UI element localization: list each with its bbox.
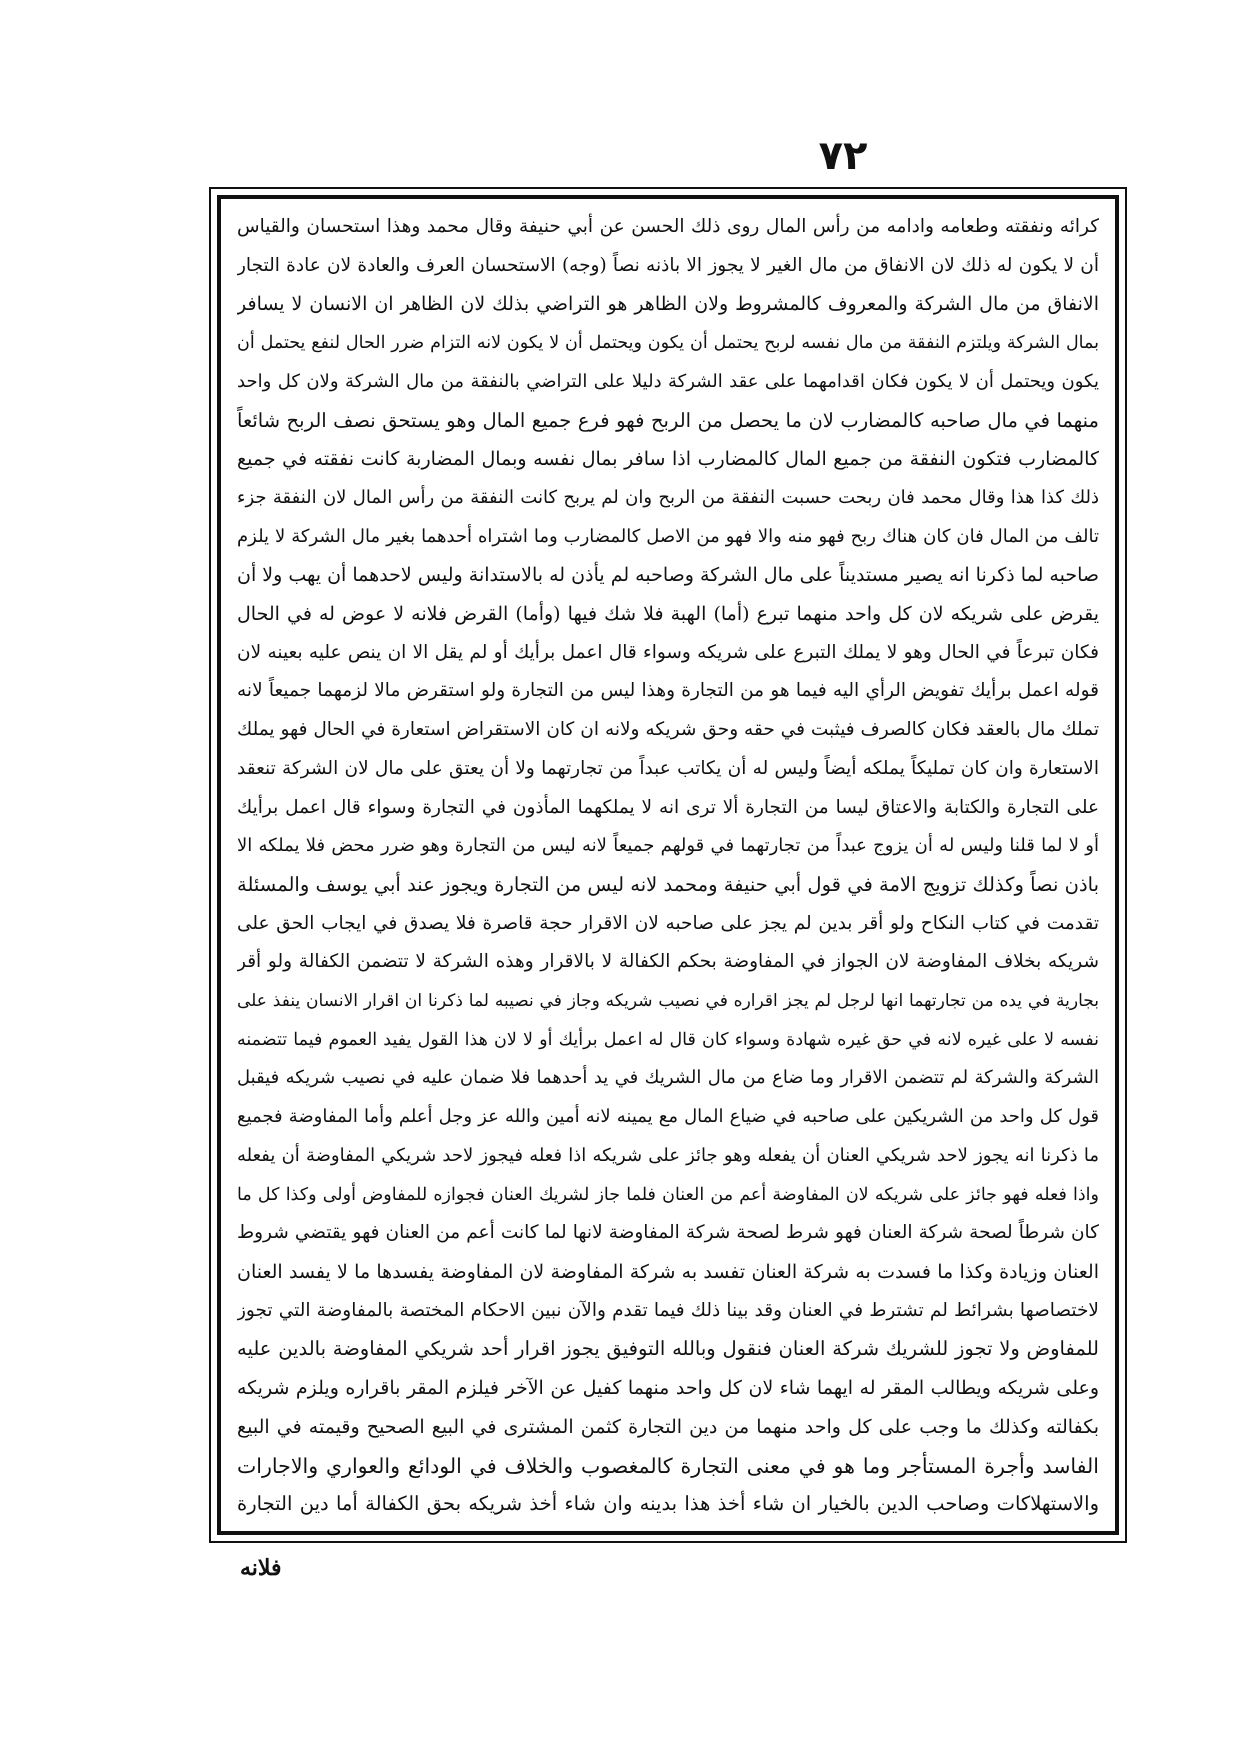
text-line: كالمضارب فتكون النفقة من جميع المال كالمضارب اذا سافر بمال نفسه وبمال المضاربة كانت نفقته في جميع [237,448,1099,471]
page-frame-inner [217,195,1119,1535]
text-line: العنان وزيادة وكذا ما فسدت به شركة العنان تفسد به شركة المفاوضة لان المفاوضة يفسدها ما لا يفسد العنان [237,1260,1099,1283]
text-line: قول كل واحد من الشريكين على صاحبه في ضياع المال مع يمينه لانه أمين والله عز وجل أعلم وأما المفاوضة فجميع [237,1106,1099,1128]
text-line: الفاسد وأجرة المستأجر وما هو في معنى التجارة كالمغصوب والخلاف في الودائع والعواري والاجارات [237,1453,1099,1478]
text-line: شريكه بخلاف المفاوضة لان الجواز في المفاوضة بحكم الكفالة لا بالاقرار وهذه الشركة لا تتضمن الكفالة ولو أقر [237,951,1099,973]
text-line: قوله اعمل برأيك تفويض الرأي اليه فيما هو من التجارة وهذا ليس من التجارة ولو استقرض مالا لزمهما جميعاً لانه [237,680,1099,702]
page-number: ٧٢ [818,133,868,179]
text-line: تملك مال بالعقد فكان كالصرف فيثبت في حقه وحق شريكه ولانه ان كان الاستقراض استعارة في الحال فهو يملك [237,719,1099,741]
text-line: منهما في مال صاحبه كالمضارب لان ما يحصل من الربح فهو فرع جميع المال وهو يستحق نصف الربح شائعاً [237,408,1099,432]
text-body [237,207,1099,1523]
text-line: ذلك كذا هذا وقال محمد فان ربحت حسبت النفقة من الربح وان لم يربح كانت النفقة من رأس المال لان النفقة جزء [237,486,1099,508]
text-line: أن لا يكون له ذلك لان الانفاق من مال الغير لا يجوز الا باذنه نصاً (وجه) الاستحسان العرف والعادة لان عادة التجار [237,254,1099,276]
text-line: يقرض على شريكه لان كل واحد منهما تبرع (أما) الهبة فلا شك فيها (وأما) القرض فلانه لا عوض له في الحال [237,603,1099,626]
text-line: على التجارة والكتابة والاعتاق ليسا من التجارة ألا ترى انه لا يملكهما المأذون في التجارة وسواء قال اعمل برأيك [237,796,1099,818]
text-line: واذا فعله فهو جائز على شريكه لان المفاوضة أعم من العنان فلما جاز لشريك العنان فجوازه للمفاوض أولى وكذا كل ما [237,1184,1099,1205]
text-line: بمال الشركة ويلتزم النفقة من مال نفسه لربح يحتمل أن يكون ويحتمل أن لا يكون لانه التزام ضرر الحال لنفع يحتمل أن [237,333,1099,354]
text-line: ما ذكرنا انه يجوز لاحد شريكي العنان أن يفعله وهو جائز على شريكه اذا فعله فيجوز لاحد شريكي المفاوضة أن يفعله [237,1144,1099,1166]
text-line: لاختصاصها بشرائط لم تشترط في العنان وقد بينا ذلك فيما تقدم والآن نبين الاحكام المختصة بالمفاوضة التي تجوز [237,1299,1099,1321]
text-line: للمفاوض ولا تجوز للشريك شركة العنان فنقول وبالله التوفيق يجوز اقرار أحد شريكي المفاوضة بالدين عليه [237,1337,1099,1361]
text-line: تالف من المال فان كان هناك ربح فهو منه والا فهو من الاصل كالمضارب وما اشتراه أحدهما بغير مال الشركة لا يلزم [237,525,1099,547]
text-line: باذن نصاً وكذلك تزويج الامة في قول أبي حنيفة ومحمد لانه ليس من التجارة ويجوز عند أبي يوسف والمسئلة [237,872,1099,896]
text-line: بكفالته وكذلك ما وجب على كل واحد منهما من دين التجارة كثمن المشترى في البيع الصحيح وقيمته في البيع [237,1415,1099,1438]
text-line: الاستعارة وان كان تمليكاً يملكه أيضاً وليس له أن يكاتب عبداً من تجارتهما ولا أن يعتق على مال لان الشركة تنعقد [237,757,1099,779]
text-line: والاستهلاكات وصاحب الدين بالخيار ان شاء أخذ هذا بدينه وان شاء أخذ شريكه بحق الكفالة أما دين التجارة [237,1492,1099,1516]
text-line: صاحبه لما ذكرنا انه يصير مستديناً على مال الشركة وصاحبه لم يأذن له بالاستدانة وليس لاحدهما أن يهب ولا أن [237,564,1099,587]
catchword: فلانه [240,1555,282,1581]
text-line: نفسه لا على غيره لانه في حق غيره شهادة وسواء كان قال له اعمل برأيك أو لا لان هذا القول يفيد العموم فيما تتضمنه [237,1029,1099,1050]
text-line: الانفاق من مال الشركة والمعروف كالمشروط ولان الظاهر هو التراضي بذلك لان الظاهر ان الانسان لا يسافر [237,293,1099,316]
text-line: يكون ويحتمل أن لا يكون فكان اقدامهما على عقد الشركة دليلا على التراضي بالنفقة من مال الشركة ولان كل واحد [237,370,1099,392]
text-line: الشركة والشركة لم تتضمن الاقرار وما ضاع من مال الشريك في يد أحدهما فلا ضمان عليه في نصيب شريكه فيقبل [237,1067,1099,1089]
text-line: أو لا لما قلنا وليس له أن يزوج عبداً من تجارتهما في قولهم جميعاً لانه ليس من التجارة وهو ضرر محض فلا يملكه الا [237,835,1099,857]
page-frame [209,187,1127,1543]
text-line: بجارية في يده من تجارتهما انها لرجل لم يجز اقراره في نصيب شريكه وجاز في نصيبه لما ذكرنا ان اقرار الانسان ينفذ على [237,991,1099,1012]
text-line: كان شرطاً لصحة شركة العنان فهو شرط لصحة شركة المفاوضة لانها لما كانت أعم من العنان فهو يقتضي شروط [237,1222,1099,1244]
text-line: تقدمت في كتاب النكاح ولو أقر بدين لم يجز على صاحبه لان الاقرار حجة قاصرة فلا يصدق في ايجاب الحق على [237,912,1099,934]
text-line: فكان تبرعاً في الحال وهو لا يملك التبرع على شريكه وسواء قال اعمل برأيك أو لم يقل الا ان ينص عليه بعينه لان [237,641,1099,663]
text-line: وعلى شريكه ويطالب المقر له ايهما شاء لان كل واحد منهما كفيل عن الآخر فيلزم المقر باقراره ويلزم شريكه [237,1377,1099,1400]
text-line: كرائه ونفقته وطعامه وادامه من رأس المال روى ذلك الحسن عن أبي حنيفة وقال محمد وهذا استحسان والقياس [237,216,1099,237]
